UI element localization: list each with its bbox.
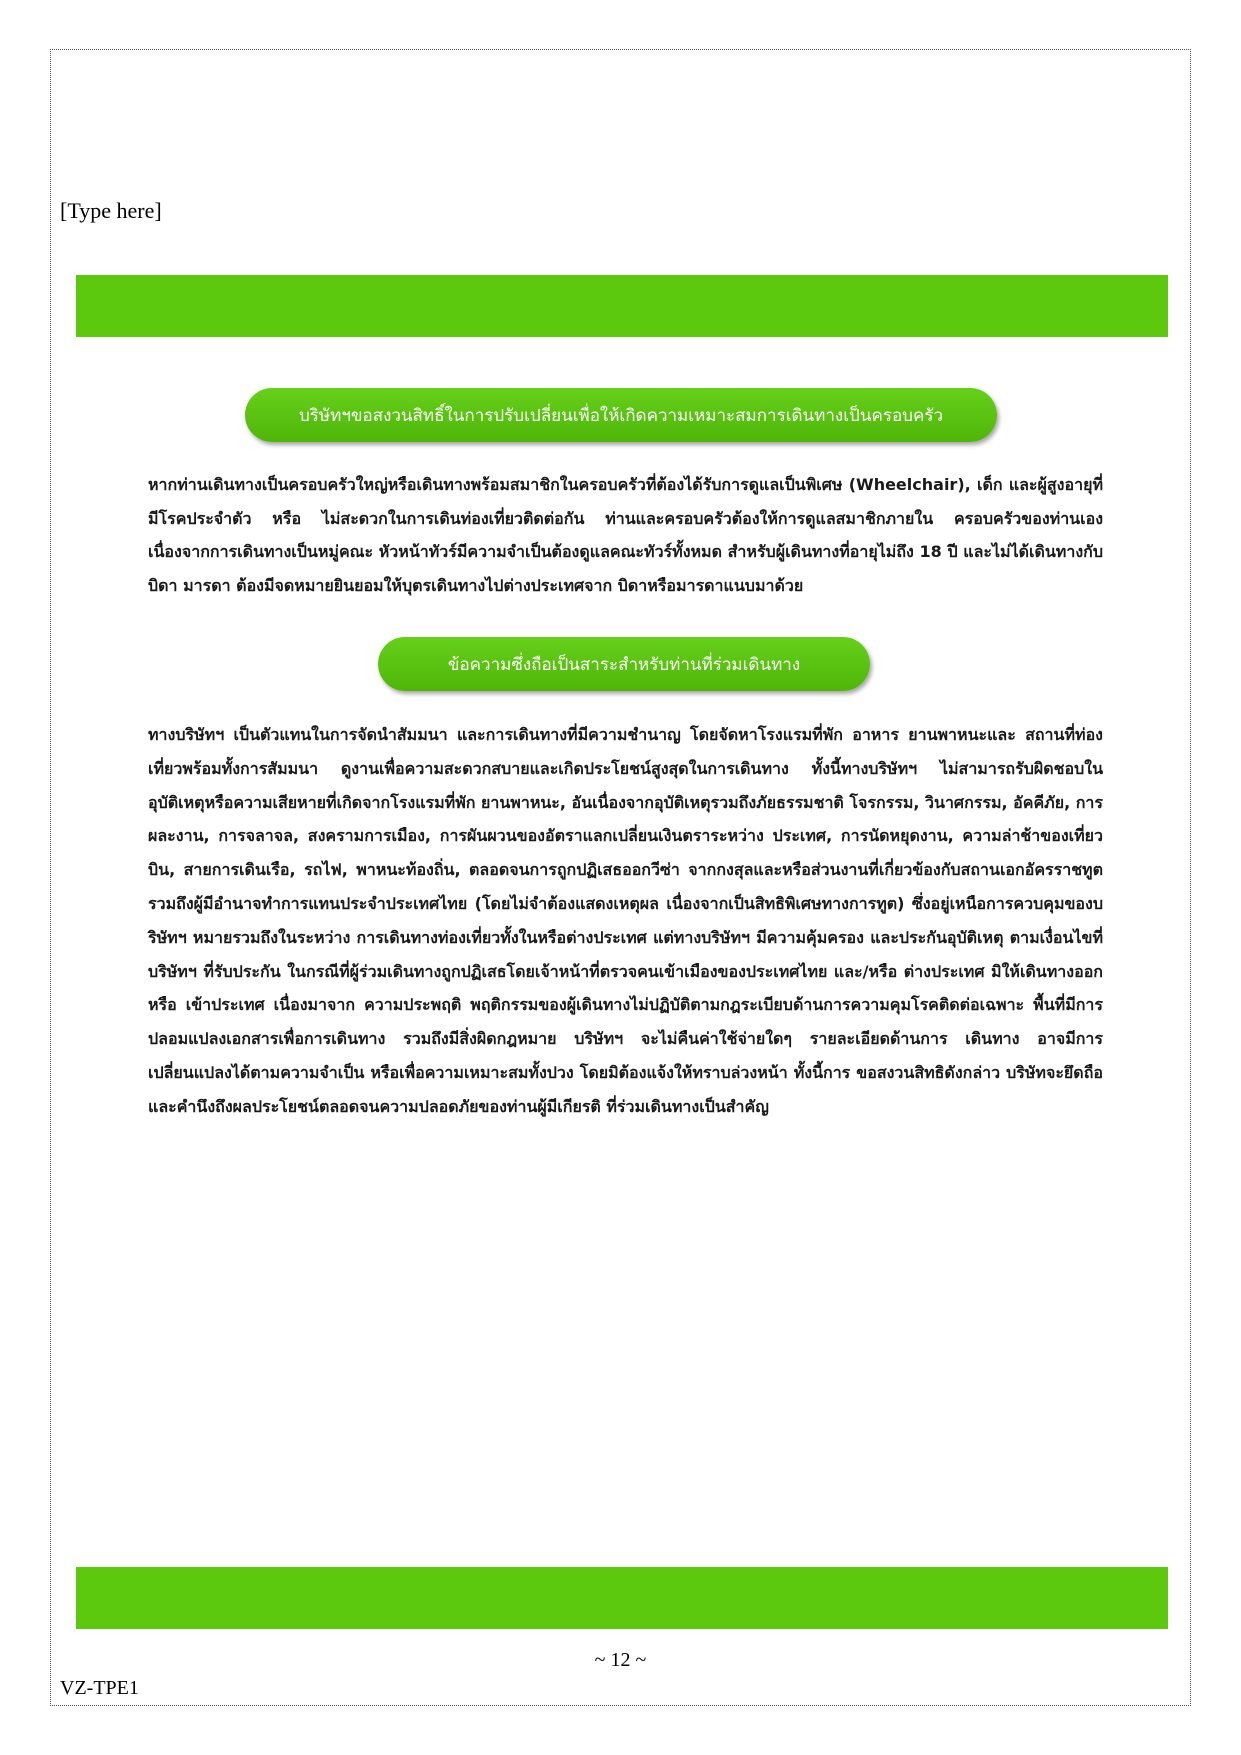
section-title-important-notice: ข้อความซึ่งถือเป็นสาระสำหรับท่านที่ร่วมเดินทาง	[378, 637, 870, 691]
top-green-banner	[76, 275, 1168, 337]
important-notice-paragraph: ทางบริษัทฯ เป็นตัวแทนในการจัดนำสัมมนา และการเดินทางที่มีความชำนาญ โดยจัดหาโรงแรมที่พัก อาหาร ยานพาหนะและ สถานที่ท่องเที่ยวพร้อมทั้งการสัมมนา ดูงานเพื่อความสะดวกสบายและเกิดประโยชน์สูงสุดในการเดินทาง ทั้งนี้ทางบริษัทฯ ไม่สามารถรับผิดชอบในอุบัติเหตุหรือความเสียหายที่เกิดจากโรงแรมที่พัก ยานพาหนะ, อันเนื่องจากอุบัติเหตุรวมถึงภัยธรรมชาติ โจรกรรม, วินาศกรรม, อัคคีภัย, การผละงาน, การจลาจล, สงครามการเมือง, การผันผวนของอัตราแลกเปลี่ยนเงินตราระหว่าง ประเทศ, การนัดหยุดงาน, ความล่าช้าของเที่ยวบิน, สายการเดินเรือ, รถไฟ, พาหนะท้องถิ่น, ตลอดจนการถูกปฏิเสธออกวีซ่า จากกงสุลและหรือส่วนงานที่เกี่ยวข้องกับสถานเอกอัครราชทูต รวมถึงผู้มีอำนาจทำการแทนประจำประเทศไทย (โดยไม่จำต้องแสดงเหตุผล เนื่องจากเป็นสิทธิพิเศษทางการทูต) ซึ่งอยู่เหนือการควบคุมของบริษัทฯ หมายรวมถึงในระหว่าง การเดินทางท่องเที่ยวทั้งในหรือต่างประเทศ แต่ทางบริษัทฯ มีความคุ้มครอง และประกันอุบัติเหตุ ตามเงื่อนไขที่บริษัทฯ ที่รับประกัน ในกรณีที่ผู้ร่วมเดินทางถูกปฏิเสธโดยเจ้าหน้าที่ตรวจคนเข้าเมืองของประเทศไทย และ/หรือ ต่างประเทศ มิให้เดินทางออก หรือ เข้าประเทศ เนื่องมาจาก ความประพฤติ พฤติกรรมของผู้เดินทางไม่ปฏิบัติตามกฎระเบียบด้านการความคุมโรคติดต่อเฉพาะ พื้นที่มีการปลอมแปลงเอกสารเพื่อการเดินทาง รวมถึงมีสิ่งผิดกฎหมาย บริษัทฯ จะไม่คืนค่าใช้จ่ายใดๆ รายละเอียดด้านการ เดินทาง อาจมีการเปลี่ยนแปลงได้ตามความจำเป็น หรือเพื่อความเหมาะสมทั้งปวง โดยมิต้องแจ้งให้ทราบล่วงหน้า ทั้งนี้การ ขอสงวนสิทธิดังกล่าว บริษัทจะยึดถือและคำนึงถึงผลประโยชน์ตลอดจนความปลอดภัยของท่านผู้มีเกียรติ ที่ร่วมเดินทางเป็นสำคัญ	[148, 725, 1103, 1116]
bottom-green-banner	[76, 1567, 1168, 1629]
page-number: ~ 12 ~	[594, 1649, 647, 1671]
section-title-family-travel: บริษัทฯขอสงวนสิทธิ์ในการปรับเปลี่ยนเพื่อให้เกิดความเหมาะสมการเดินทางเป็นครอบครัว	[245, 388, 997, 442]
document-code: VZ-TPE1	[60, 1677, 139, 1699]
header-placeholder: [Type here]	[60, 198, 162, 223]
family-travel-paragraph: หากท่านเดินทางเป็นครอบครัวใหญ่หรือเดินทางพร้อมสมาชิกในครอบครัวที่ต้องได้รับการดูแลเป็นพิเศษ (Wheelchair), เด็ก และผู้สูงอายุที่มีโรคประจำตัว หรือ ไม่สะดวกในการเดินท่องเที่ยวติดต่อกัน ท่านและครอบครัวต้องให้การดูแลสมาชิกภายใน ครอบครัวของท่านเอง เนื่องจากการเดินทางเป็นหมู่คณะ หัวหน้าทัวร์มีความจำเป็นต้องดูแลคณะทัวร์ทั้งหมด สำหรับผู้เดินทางที่อายุไม่ถึง 18 ปี และไม่ได้เดินทางกับบิดา มารดา ต้องมีจดหมายยินยอมให้บุตรเดินทางไปต่างประเทศจาก บิดาหรือมารดาแนบมาด้วย	[148, 475, 1103, 595]
